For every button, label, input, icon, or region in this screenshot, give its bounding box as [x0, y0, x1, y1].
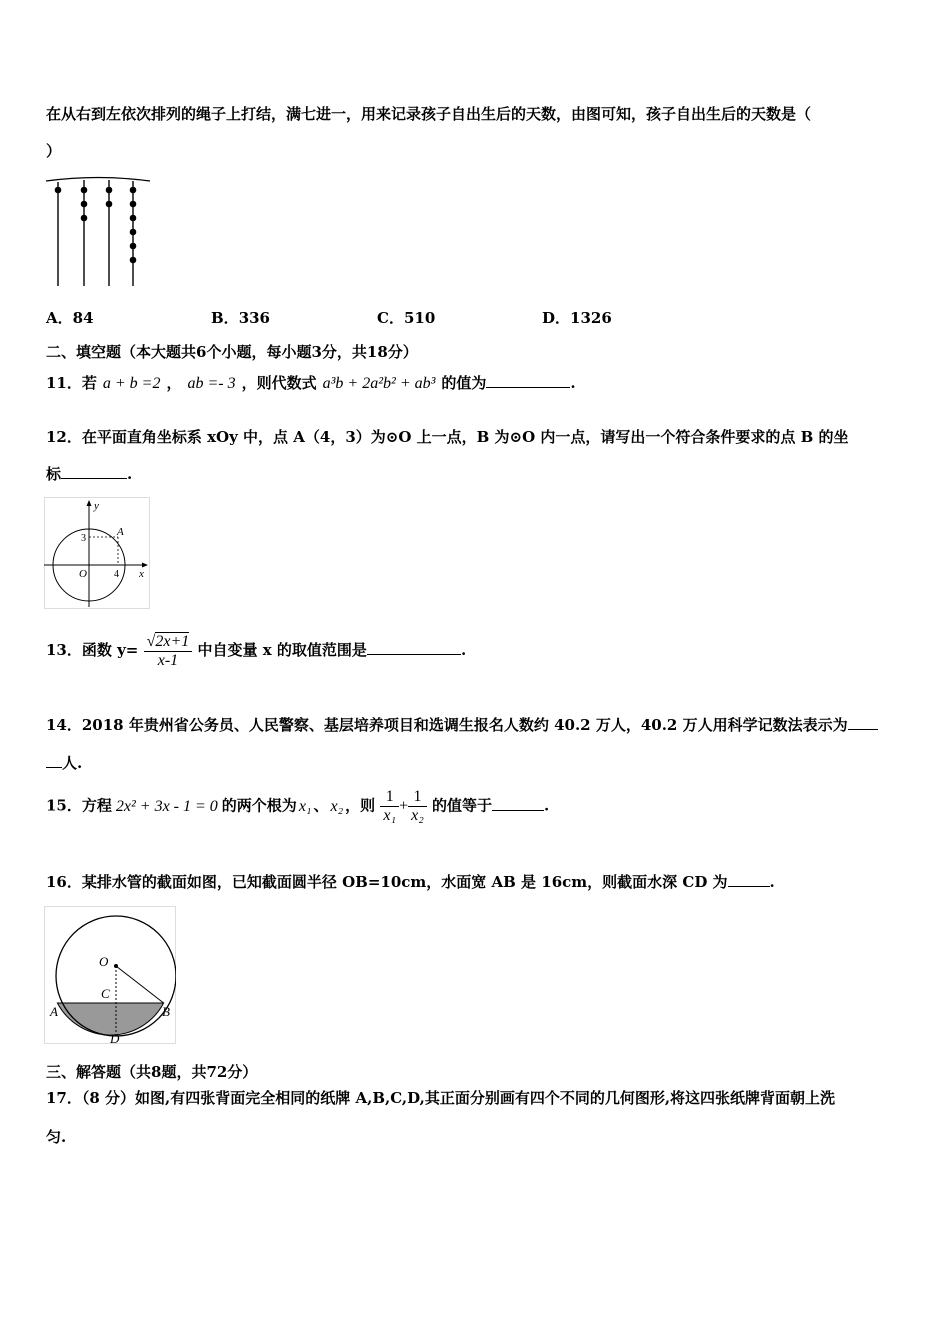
option-d: D．1326	[542, 309, 612, 327]
q17-line2: 匀.	[46, 1128, 67, 1146]
q11-answer-blank	[486, 373, 570, 388]
q13: 13．函数 y= $\frac{√2x+1}{x-1}$ 中自变量 x 的取值范围是 .	[46, 633, 467, 669]
drain-pipe-figure	[44, 906, 176, 1044]
fig12-label-a: A	[117, 526, 124, 538]
q11: 11．若 a + b =2 ， ab =- 3 ，则代数式 a³b + 2a²b² + ab³ 的值为 .	[46, 374, 576, 392]
q14-answer-blank-b	[46, 753, 62, 768]
fig16-label-a: A	[50, 1004, 58, 1019]
q16-text: 16．某排水管的截面如图，已知截面圆半径 OB=10cm，水面宽 AB 是 16cm，则截面水深 CD 为 .	[46, 873, 775, 891]
circle-coordinate-figure	[44, 497, 150, 609]
fig16-label-d: D	[110, 1031, 120, 1044]
q12-line1: 12．在平面直角坐标系 xOy 中，点 A（4，3）为⊙O 上一点，B 为⊙O 内一点，请写出一个符合条件要求的点 B 的坐	[46, 428, 849, 446]
knot	[130, 187, 137, 194]
knot	[130, 201, 137, 208]
q15-fraction-2: $\frac{1}{\text{x₂}}$	[408, 788, 427, 825]
fig12-label-x: x	[139, 568, 144, 580]
q11-eq1: a + b =2	[102, 375, 161, 392]
knot	[130, 257, 137, 264]
fig16-label-c: C	[101, 986, 110, 1001]
knot	[106, 187, 113, 194]
q15-equation: 2x² + 3x - 1 = 0	[115, 797, 218, 815]
q11-expr: a³b + 2a²b² + ab³	[322, 375, 436, 392]
option-a: A．84	[46, 309, 94, 327]
knot	[81, 215, 88, 222]
q15-fraction-1: $\frac{1}{\text{x₁}}$	[380, 788, 399, 825]
q14-line2: 人.	[46, 752, 82, 773]
fig12-label-3: 3	[81, 533, 86, 544]
option-c: C．510	[377, 309, 436, 327]
q12-line2: 标 .	[46, 465, 133, 483]
q10-line2: ）	[46, 142, 62, 160]
section3-title: 三、解答题（共8题，共72分）	[46, 1063, 258, 1081]
option-b: B．336	[211, 309, 270, 327]
fig12-label-4: 4	[114, 569, 119, 580]
q12-answer-blank	[61, 464, 127, 479]
q16-answer-blank	[728, 872, 770, 887]
section2-title: 二、填空题（本大题共6个小题，每小题3分，共18分）	[46, 343, 418, 361]
q14-answer-blank-a	[848, 715, 878, 730]
q13-answer-blank	[367, 640, 461, 655]
q14-line1: 14．2018 年贵州省公务员、人民警察、基层培养项目和选调生报名人数约 40.2 万人，40.2 万人用科学记数法表示为	[46, 714, 878, 735]
q11-eq2: ab =- 3	[187, 375, 236, 392]
fig12-label-y: y	[94, 500, 99, 512]
knot	[130, 215, 137, 222]
knot	[81, 187, 88, 194]
fig16-label-b: B	[162, 1004, 170, 1019]
fig16-label-o: O	[99, 954, 109, 969]
knot	[106, 201, 113, 208]
fig12-label-o: O	[79, 568, 87, 580]
knot	[55, 187, 62, 194]
q13-fraction: $\frac{√2x+1}{x-1}$	[144, 632, 193, 670]
knot-rope-figure	[44, 172, 152, 290]
knot	[81, 201, 88, 208]
knot	[130, 243, 137, 250]
q10-line1: 在从右到左依次排列的绳子上打结，满七进一，用来记录孩子自出生后的天数，由图可知，孩子自出生后的天数是（	[46, 105, 812, 123]
q15-answer-blank	[492, 796, 544, 811]
q15: 15．方程 2x² + 3x - 1 = 0 的两个根为 x₁ 、 x₂ ，则 $\frac{1}{\text{x₁}}$ + $\frac{1}{\text{x₂}}$ 的值等于 .	[46, 788, 550, 824]
knot	[130, 229, 137, 236]
q17-line1: 17．（8 分）如图,有四张背面完全相同的纸牌 A,B,C,D,其正面分别画有四个不同的几何图形,将这四张纸牌背面朝上洗	[46, 1089, 836, 1107]
